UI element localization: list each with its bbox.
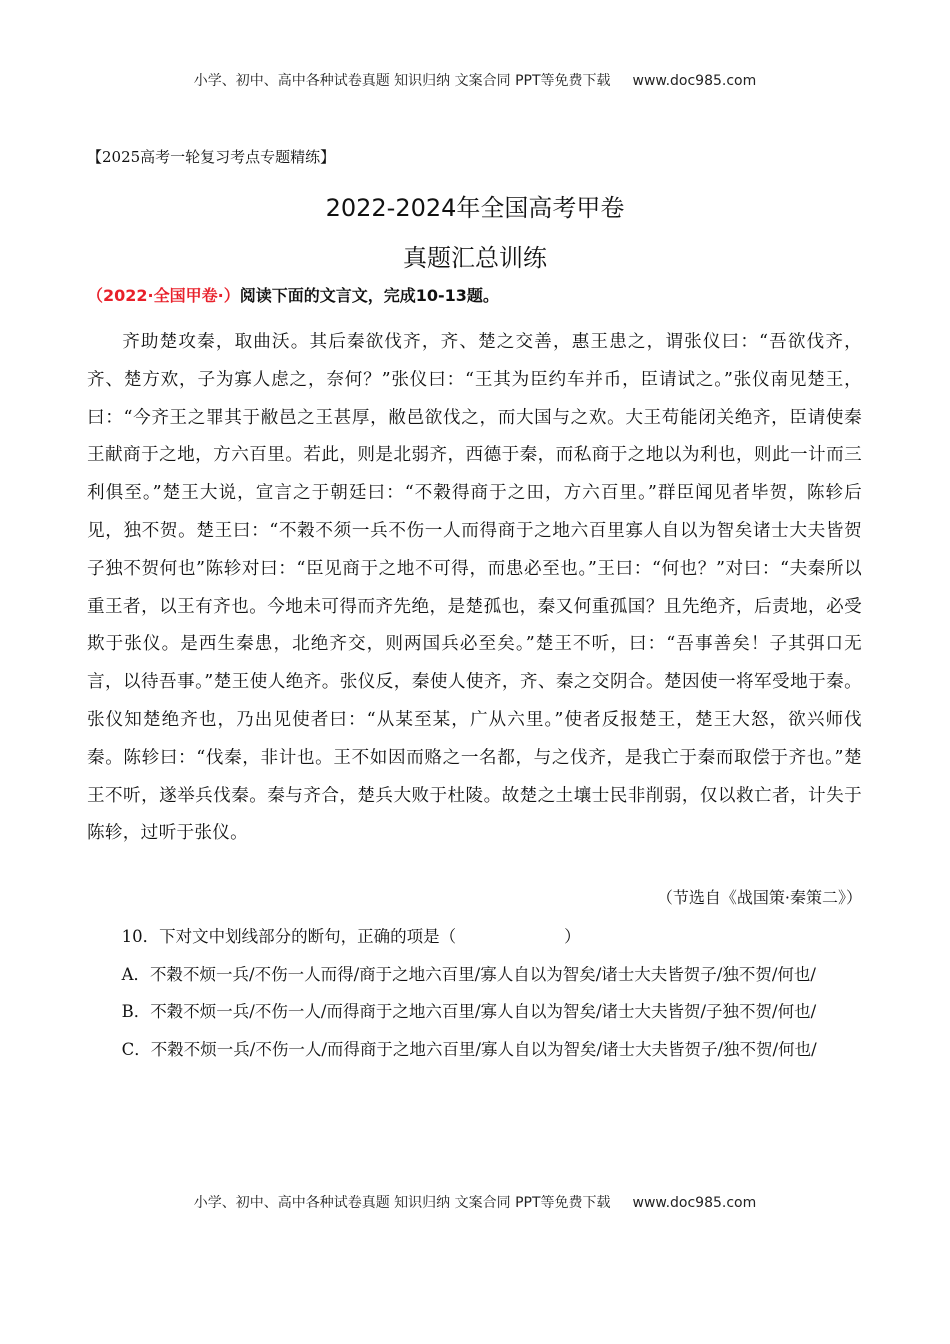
question-10-stem-close: ） [564, 927, 581, 946]
page-title: 2022-2024年全国高考甲卷 [325, 194, 625, 222]
classical-passage [87, 286, 862, 853]
page-footer [0, 1192, 950, 1212]
question-10-stem-text: 10．下对文中划线部分的断句，正确的项是（ [121, 927, 457, 946]
footer-site-link[interactable]: www.doc985.com [632, 1195, 757, 1211]
option-b[interactable]: B．不穀不烦一兵/不伤一人/而得商于之地六百里/寡人自以为智矣/诸士大夫皆贺/子独不贺/何也/ [121, 1002, 817, 1022]
page-header [0, 70, 950, 90]
question-source-tag: （2022·全国甲卷·） [87, 286, 240, 305]
series-tag: 【2025高考一轮复习考点专题精练】 [87, 148, 336, 166]
question-10-stem [87, 918, 862, 956]
option-a[interactable]: A．不穀不烦一兵/不伤一人而得/商于之地六百里/寡人自以为智矣/诸士大夫皆贺子/独不贺/何也/ [121, 964, 816, 984]
header-text: 小学、初中、高中各种试卷真题 知识归纳 文案合同 PPT等免费下载 [193, 73, 611, 89]
page-subtitle: 真题汇总训练 [403, 244, 547, 272]
passage-text: 齐助楚攻秦，取曲沃。其后秦欲伐齐，齐、楚之交善，惠王患之，谓张仪曰：“吾欲伐齐，齐、楚方欢，子为寡人虑之，奈何？”张仪曰：“王其为臣约车并币，臣请试之。”张仪南见楚王，曰：“今齐王之罪其于敝邑之王甚厚，敝邑欲伐之，而大国与之欢。大王苟能闭关绝齐，臣请使秦王献商于之地，方六百里。若此，则是北弱齐，西德于秦，而私商于之地以为利也，则此一计而三利俱至。”楚王大说，宣言之于朝廷曰：“不穀得商于之田，方六百里。”群臣闻见者毕贺，陈轸后见，独不贺。楚王曰：“不穀不须一兵不伤一人而得商于之地六百里寡人自以为智矣诸士大夫皆贺子独不贺何也”陈轸对曰：“臣见商于之地不可得，而患必至也。”王曰：“何也？”对曰：“夫秦所以重王者，以王有齐也。今地未可得而齐先绝，是楚孤也，秦又何重孤国？且先绝齐，后责地，必受欺于张仪。是西生秦患，北绝齐交，则两国兵必至矣。”楚王不听，曰：“吾事善矣！子其弭口无言，以待吾事。”楚王使人绝齐。张仪反，秦使人使齐，齐、秦之交阴合。楚因使一将军受地于秦。张仪知楚绝齐也，乃出见使者曰：“从某至某，广从六里。”使者反报楚王，楚王大怒，欲兴师伐秦。陈轸曰：“伐秦，非计也。王不如因而赂之一名都，与之伐齐，是我亡于秦而取偿于齐也。”楚王不听，遂举兵伐秦。秦与齐合，楚兵大败于杜陵。故楚之土壤士民非削弱，仅以救亡者，计失于陈轸，过听于张仪。 [87, 332, 862, 844]
question-10 [87, 918, 862, 1068]
option-c[interactable]: C．不穀不烦一兵/不伤一人/而得商于之地六百里/寡人自以为智矣/诸士大夫皆贺子/独不贺/何也/ [121, 1039, 817, 1059]
header-site-link[interactable]: www.doc985.com [632, 73, 757, 89]
footer-text: 小学、初中、高中各种试卷真题 知识归纳 文案合同 PPT等免费下载 [193, 1195, 611, 1211]
passage-citation: （节选自《战国策·秦策二》） [656, 888, 862, 907]
question-instruction: 阅读下面的文言文，完成10-13题。 [239, 286, 499, 305]
